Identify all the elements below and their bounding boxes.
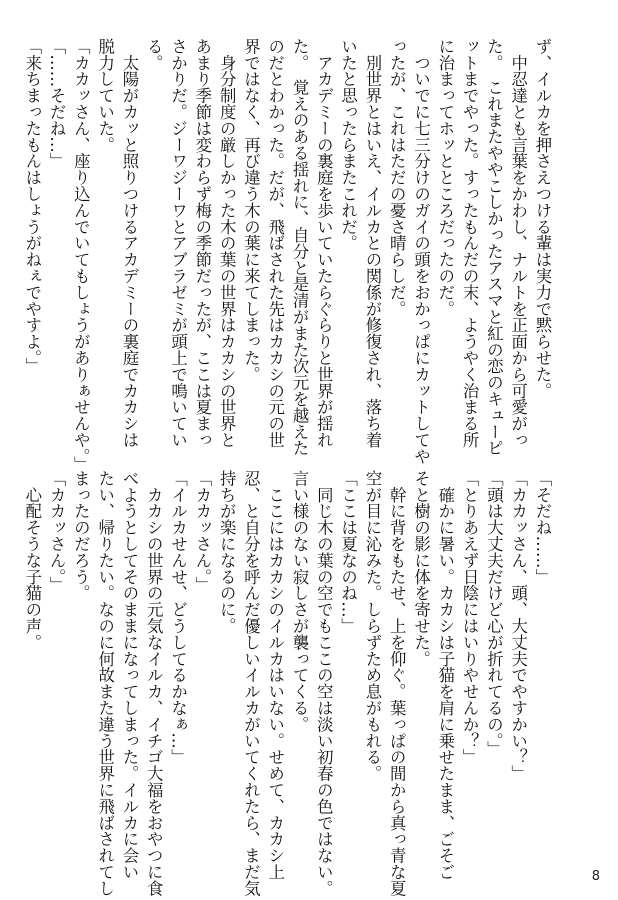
text-column: 「来ちまったもんはしょうがねぇでやすよ。」	[22, 38, 42, 375]
text-column: 太陽がカッと照りつけるアカデミーの裏庭でカカシは	[119, 38, 139, 448]
text-column: た。 これまたややこしかったアスマと紅の恋のキューピ	[484, 38, 504, 457]
text-column: ついでに七三分けのガイの頭をおかっぱにカットしてや	[411, 38, 431, 465]
text-column: べようとしてそのままになってしまった。イルカに会い	[119, 470, 139, 880]
text-column: 界ではなく、再び違う木の葉に来てしまった。	[241, 38, 261, 383]
text-column: そと樹の影に体を寄せた。	[411, 470, 431, 667]
text-column: 「頭は大丈夫だけど心が折れてるの。」	[484, 470, 504, 757]
text-column: 同じ木の葉の空でもここの空は淡い初春の色ではない。	[314, 470, 334, 897]
text-column: まったのだろう。	[71, 470, 91, 602]
text-column: 「ここは夏なのね…」	[338, 470, 358, 634]
text-column: る。	[144, 38, 164, 71]
text-column: いたと思ったらまたこれだ。	[338, 38, 358, 252]
text-column: 「カカッさん。」	[192, 470, 212, 593]
text-column: 確かに暑い。カカシは子猫を肩に乗せたまま、ごそご	[435, 470, 455, 880]
text-column: ったが、これはただの憂さ晴らしだ。	[387, 38, 407, 317]
text-column: 脱力していた。	[95, 38, 115, 153]
text-column: ここにはカカシのイルカはいない。せめて、カカシ上	[265, 470, 285, 880]
text-column: 「とりあえず日陰にはいりやせんか？」	[460, 470, 480, 766]
page-number: 8	[591, 869, 600, 884]
text-block-top	[19, 38, 554, 473]
text-column: 「カカッさん、頭、大丈夫でやすかい？」	[508, 470, 528, 782]
text-column: 忍、と自分を呼んだ優しいイルカがいてくれたら、まだ気	[241, 470, 261, 897]
text-column: 「……そだね…」	[47, 38, 67, 170]
text-column: ず、イルカを押さえつける輩は実力で黙らせた。	[533, 38, 552, 399]
text-column: アカデミーの裏庭を歩いていたらぐらりと世界が揺れ	[314, 38, 334, 448]
text-column: たい、帰りたい。なのに何故また違う世界に飛ばされてし	[95, 470, 115, 897]
text-column: 幹に背をもたせ、上を仰ぐ。葉っぱの間から真っ青な夏	[387, 470, 407, 897]
text-column: カカシの世界の元気なイルカ、イチゴ大福をおやつに食	[144, 470, 164, 897]
text-column: 身分制度の厳しかった木の葉の世界はカカシの世界と	[217, 38, 237, 448]
text-column: に治まってホッとところだったのだ。	[435, 38, 455, 317]
text-column: 言い様のない寂しさが襲ってくる。	[290, 470, 310, 733]
text-column: た。 覚えのある揺れに、自分と是清がまた次元を越えた	[290, 38, 310, 457]
text-column: 別世界とはいえ、イルカとの関係が修復され、落ち着	[362, 38, 382, 448]
text-column: 「イルカせんせ、どうしてるかなぁ…」	[168, 470, 188, 766]
text-column: 「カカッさん、座り込んでいてもしょうがありぁせんや。」	[71, 38, 91, 473]
text-column: あまり季節は変わらず梅の季節だったが、ここは夏まっ	[192, 38, 212, 448]
text-column: のだとわかった。だが、飛ばされた先はカカシの元の世	[265, 38, 285, 448]
text-column: 心配そうな子猫の声。	[22, 470, 42, 651]
text-column: 空が目に沁みた。しらずため息がもれる。	[362, 470, 382, 782]
text-column: さかりだ。ジーワジーワとアブラゼミが頭上で鳴いてい	[168, 38, 188, 448]
text-column: 持ちが楽になるのに。	[217, 470, 237, 634]
text-column: 「そだね……」	[533, 470, 552, 585]
text-block-bottom	[19, 470, 554, 897]
text-column: 中忍達とも言葉をかわし、ナルトを正面から可愛がっ	[508, 38, 528, 448]
text-column: 「カカッさん。」	[47, 470, 67, 593]
text-column: ットまでやった。すったもんだの末、ようやく治まる所	[460, 38, 480, 448]
